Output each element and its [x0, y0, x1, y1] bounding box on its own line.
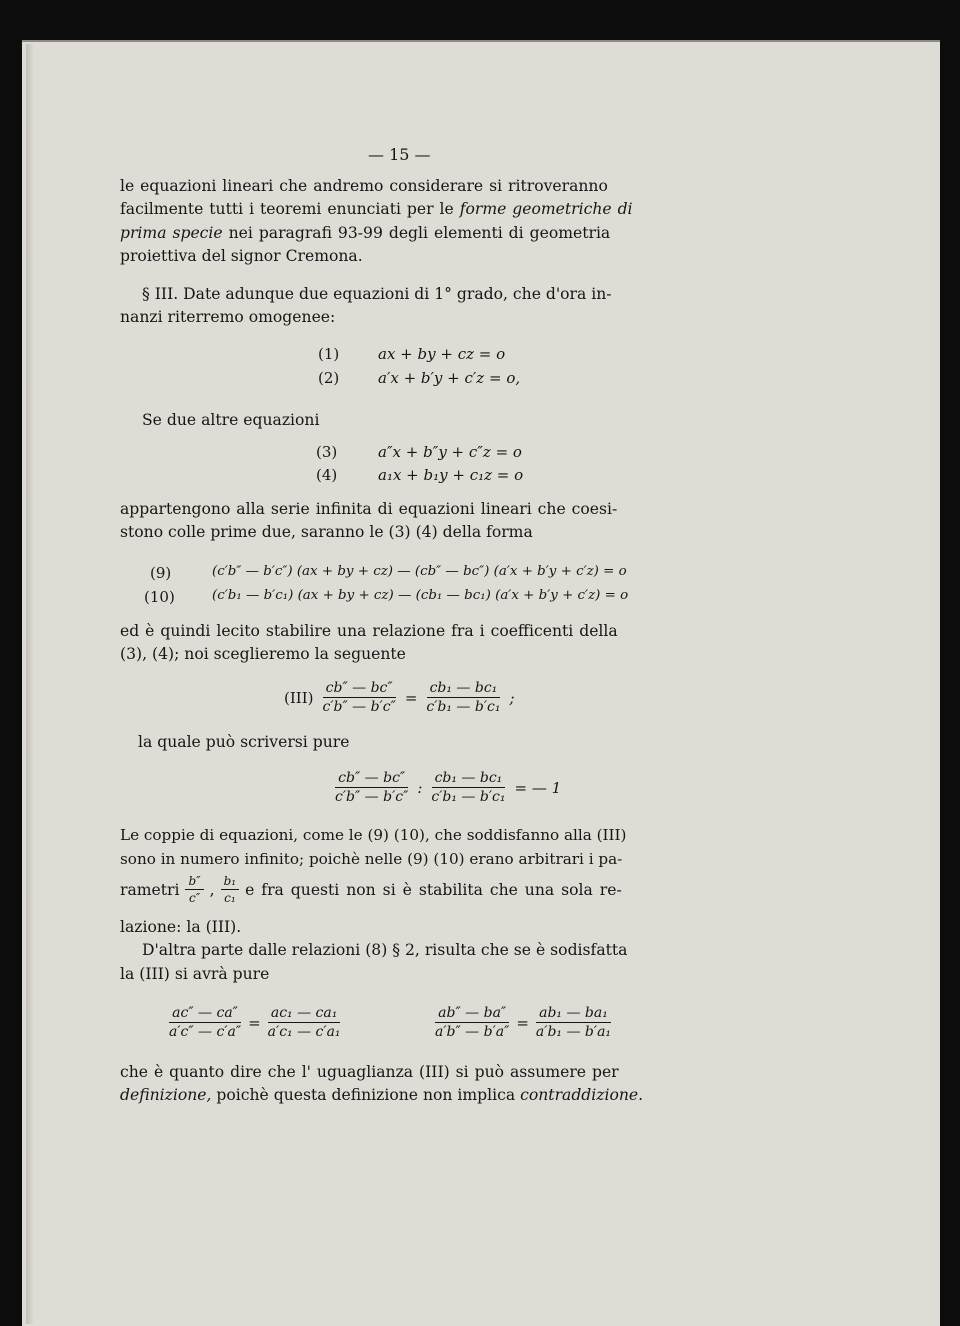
- equals-sign: =: [248, 1013, 261, 1032]
- eq-III: [284, 680, 515, 715]
- fraction-numerator: cb₁ — bc₁: [427, 680, 501, 698]
- eq2-number: (2): [318, 369, 340, 387]
- para5-line2: (3), (4); noi sceglieremo la seguente: [120, 645, 406, 663]
- fraction-denominator: c″: [188, 891, 201, 905]
- eq-final-ac: [166, 1005, 344, 1040]
- fraction-numerator: cb″ — bc″: [323, 680, 396, 698]
- param-comma: ,: [209, 880, 215, 899]
- eq3-expression: a″x + b″y + c″z = o: [378, 443, 522, 461]
- para5-line1: ed è quindi lecito stabilire una relazione fra i coefficenti della: [120, 622, 618, 640]
- param-fraction-b2-c2: [185, 874, 203, 905]
- para1-line3: [120, 224, 610, 242]
- eq10-number: (10): [144, 588, 175, 606]
- eq-final-ab-right: [533, 1005, 614, 1040]
- eq-III-number: (III): [284, 688, 314, 707]
- para4-line1: appartengono alla serie infinita di equazioni lineari che coesi-: [120, 500, 618, 518]
- para7-line2: sono in numero infinito; poichè nelle (9) (10) erano arbitrari i pa-: [120, 850, 623, 868]
- para1-line1: le equazioni lineari che andremo considerare si ritroveranno: [120, 177, 608, 195]
- eq-ratio-fraction-left: [332, 770, 411, 805]
- fraction-denominator: c′b″ — b′c″: [322, 699, 396, 715]
- eq-final-ac-left: [166, 1005, 244, 1040]
- para1-line3-text: nei paragrafi 93-99 degli elementi di geometria: [222, 224, 611, 242]
- para9-line2-text: poichè questa definizione non implica: [211, 1086, 521, 1104]
- fraction-denominator: c′b₁ — b′c₁: [426, 699, 501, 715]
- fraction-numerator: cb″ — bc″: [335, 770, 408, 788]
- eq-ratio-fraction-right: [428, 770, 508, 805]
- eq2-expression: a′x + b′y + c′z = o,: [378, 369, 521, 387]
- para7-line3: [120, 874, 622, 905]
- fraction-numerator: b″: [185, 874, 203, 890]
- para1-line2-text: facilmente tutti i teoremi enunciati per le: [120, 200, 460, 218]
- para7-line4: lazione: la (III).: [120, 918, 242, 936]
- para3-line: Se due altre equazioni: [142, 411, 320, 429]
- eq9-number: (9): [150, 564, 172, 582]
- eq1-number: (1): [318, 345, 340, 363]
- eq-III-fraction-right: [423, 680, 503, 715]
- semicolon: ;: [509, 688, 515, 707]
- eq9-expression: (c′b″ — b′c″) (ax + by + cz) — (cb″ — bc″) (a′x + b′y + c′z) = o: [212, 564, 627, 579]
- fraction-denominator: c₁: [224, 891, 236, 905]
- para9-italic-contraddizione: contraddizione.: [520, 1086, 644, 1104]
- para7-line3-start: rametri: [120, 880, 180, 899]
- equals-sign: =: [516, 1013, 529, 1032]
- eq-final-ab: [432, 1005, 614, 1040]
- para9-line1: che è quanto dire che l' uguaglianza (III) si può assumere per: [120, 1063, 619, 1081]
- para7-line3-end: e fra questi non si è stabilita che una sola re-: [245, 880, 622, 899]
- fraction-numerator: cb₁ — bc₁: [432, 770, 506, 788]
- para6-line: la quale può scriversi pure: [138, 733, 350, 751]
- para1-line4: proiettiva del signor Cremona.: [120, 247, 363, 265]
- eq-final-ab-left: [432, 1005, 512, 1040]
- fraction-denominator: a′c₁ — c′a₁: [267, 1024, 341, 1040]
- para1-line2-italic: forme geometriche di: [459, 200, 633, 218]
- fraction-denominator: a′b₁ — b′a₁: [535, 1024, 612, 1040]
- para8-line1: D'altra parte dalle relazioni (8) § 2, risulta che se è sodisfatta: [142, 941, 628, 959]
- param-fraction-b1-c1: [221, 874, 240, 905]
- fraction-numerator: ab₁ — ba₁: [536, 1005, 611, 1023]
- fraction-numerator: ac₁ — ca₁: [268, 1005, 341, 1023]
- fraction-denominator: c′b₁ — b′c₁: [431, 789, 506, 805]
- fraction-denominator: a′b″ — b′a″: [435, 1024, 510, 1040]
- fraction-numerator: ac″ — ca″: [169, 1005, 241, 1023]
- equals-minus-one: = — 1: [514, 778, 562, 797]
- para1-line2: [120, 200, 633, 218]
- eq10-expression: (c′b₁ — b′c₁) (ax + by + cz) — (cb₁ — bc₁) (a′x + b′y + c′z) = o: [212, 588, 629, 603]
- fraction-numerator: ab″ — ba″: [435, 1005, 509, 1023]
- para8-line2: la (III) si avrà pure: [120, 965, 270, 983]
- fraction-denominator: c′b″ — b′c″: [335, 789, 409, 805]
- para4-line2: stono colle prime due, saranno le (3) (4) della forma: [120, 523, 533, 541]
- eq4-number: (4): [316, 466, 338, 484]
- eq3-number: (3): [316, 443, 338, 461]
- para9-line2: [120, 1086, 643, 1104]
- equals-sign: =: [404, 688, 418, 707]
- para9-italic-definizione: definizione,: [120, 1086, 212, 1104]
- para2-line2: nanzi riterremo omogenee:: [120, 308, 336, 326]
- page-number: — 15 —: [368, 145, 431, 164]
- colon-sign: :: [417, 778, 423, 797]
- eq4-expression: a₁x + b₁y + c₁z = o: [378, 466, 524, 484]
- para1-line3-italic: prima specie: [120, 224, 223, 242]
- page-shadow: [26, 44, 34, 1324]
- fraction-numerator: b₁: [221, 874, 240, 890]
- para2-line1: § III. Date adunque due equazioni di 1° grado, che d'ora in-: [142, 285, 612, 303]
- eq-III-fraction-left: [319, 680, 398, 715]
- eq1-expression: ax + by + cz = o: [378, 345, 506, 363]
- eq-final-ac-right: [265, 1005, 344, 1040]
- eq-ratio: [332, 770, 561, 805]
- fraction-denominator: a′c″ — c′a″: [169, 1024, 242, 1040]
- para7-line1: Le coppie di equazioni, come le (9) (10), che soddisfanno alla (III): [120, 826, 627, 844]
